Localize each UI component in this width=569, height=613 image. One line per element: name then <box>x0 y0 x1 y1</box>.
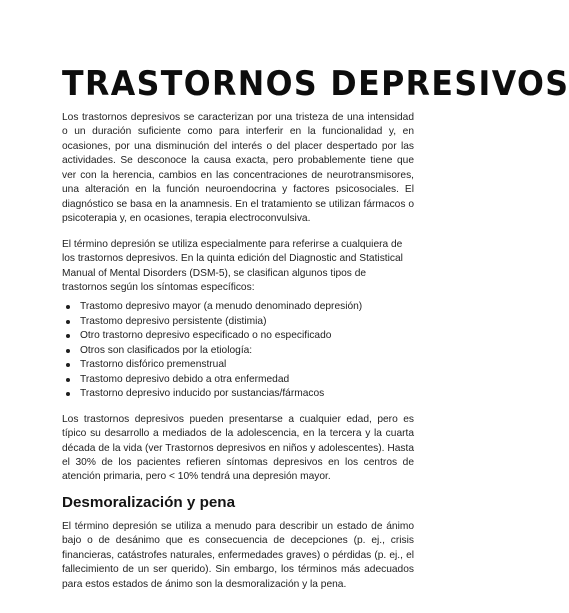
age-prevalence-paragraph: Los trastornos depresivos pueden presentarse a cualquier edad, pero es típico su desarrollo a mediados de la adolescencia, en la tercera y la cuarta década de la vida (ver Trastornos depresivos en niños y adolescentes). Hasta el 30% de los pacientes refieren síntomas depresivos en los centros de atención primaria, pero < 10% tendrá una depresión mayor. <box>62 413 414 483</box>
list-item: Trastomo depresivo persistente (distimia) <box>80 315 414 329</box>
depression-definition-paragraph: El término depresión se utiliza especialmente para referirse a cualquiera de los trastornos depresivos. En la quinta edición del Diagnostic and Statistical Manual of Mental Disorders (DSM-5), se clasifican algunos tipos de trastornos según los síntomas específicos: <box>62 238 403 293</box>
list-item: Trastomo depresivo debido a otra enfermedad <box>80 373 414 387</box>
intro-paragraph: Los trastornos depresivos se caracterizan por una tristeza de una intensidad o un duración suficiente como para interferir en la funcionalidad y, en ocasiones, por una disminución del interés o del placer despertado por las actividades. Se desconoce la causa exacta, pero probablemente tiene que ver con la herencia, cambios en las concentraciones de neurotransmisores, una alteración en la función neuroendocrina y factores psicosociales. El diagnóstico se basa en la anamnesis. En el tratamiento se utilizan fármacos o psicoterapia y, en ocasiones, terapia electroconvulsiva. <box>62 112 414 225</box>
list-item: Trastorno depresivo inducido por sustancias/fármacos <box>80 387 414 401</box>
list-item: Trastomo depresivo mayor (a menudo denominado depresión) <box>80 300 414 314</box>
section-paragraph: El término depresión se utiliza a menudo para describir un estado de ánimo bajo o de desánimo que es consecuencia de decepciones (p. ej., crisis financieras, catástrofes naturales, enfermedades graves) o pérdidas (p. ej., el fallecimiento de un ser querido). Sin embargo, los términos más adecuados para estos estados de ánimo son la desmoralización y la pena. <box>62 520 414 590</box>
document-body <box>62 111 414 592</box>
list-item: Otros son clasificados por la etiología: <box>80 344 414 358</box>
list-item: Otro trastorno depresivo especificado o no especificado <box>80 329 414 343</box>
document-title: TRASTORNOS DEPRESIVOS <box>62 64 569 104</box>
disorder-types-list <box>62 300 414 401</box>
section-heading: Desmoralización y pena <box>62 493 236 511</box>
list-item: Trastorno disfórico premenstrual <box>80 358 414 372</box>
